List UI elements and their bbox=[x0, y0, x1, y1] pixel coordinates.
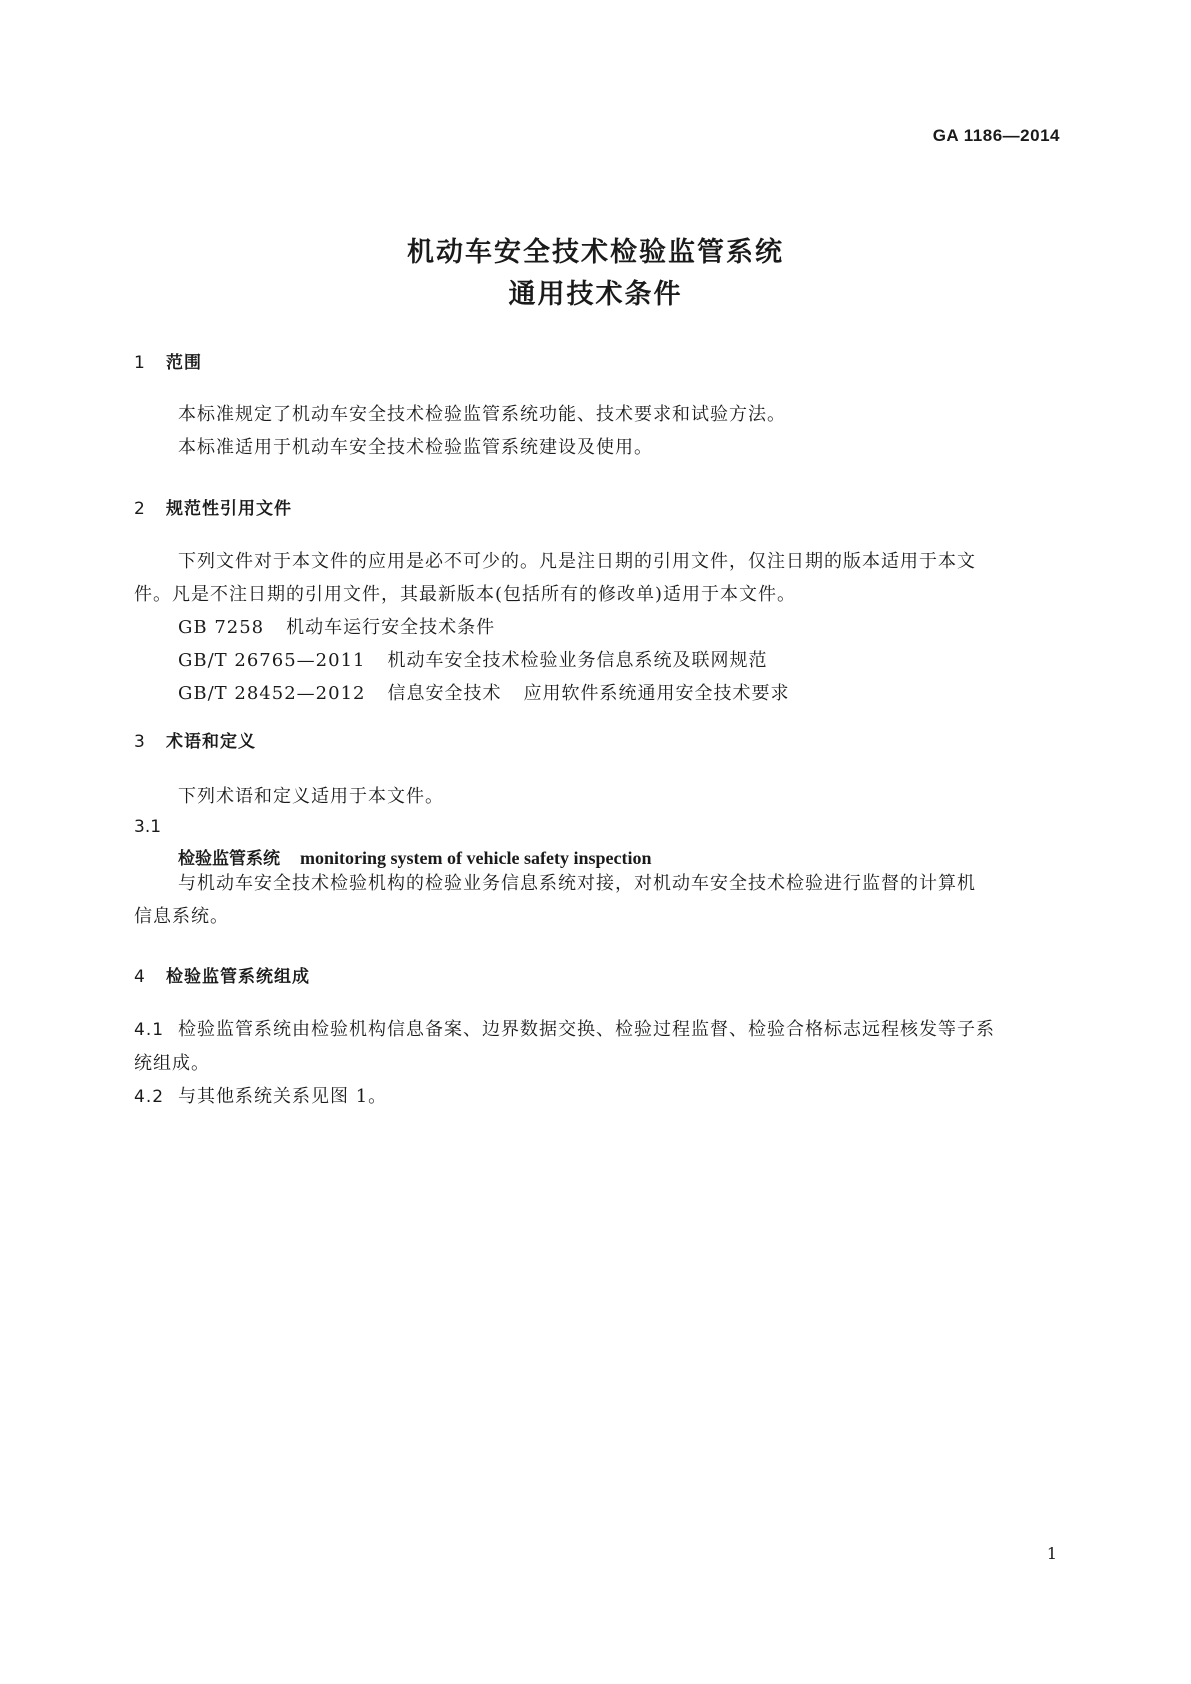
clause-number: 4.1 bbox=[134, 1020, 165, 1040]
standard-number: GA 1186—2014 bbox=[932, 126, 1060, 145]
reference-title: 信息安全技术 bbox=[387, 683, 502, 704]
clause-text: 检验监管系统由检验机构信息备案、边界数据交换、检验过程监督、检验合格标志远程核发等子系 bbox=[178, 1019, 995, 1040]
reference-title: 机动车安全技术检验业务信息系统及联网规范 bbox=[387, 650, 768, 671]
section-number: 3 bbox=[134, 732, 146, 752]
paragraph: 本标准适用于机动车安全技术检验监管系统建设及使用。 bbox=[178, 437, 653, 458]
page-number: 1 bbox=[1046, 1544, 1057, 1563]
section-1-heading bbox=[134, 348, 202, 373]
section-title: 规范性引用文件 bbox=[166, 499, 292, 519]
clause-number: 4.2 bbox=[134, 1087, 165, 1107]
clause-line bbox=[134, 1013, 1061, 1047]
paragraph: 本标准规定了机动车安全技术检验监管系统功能、技术要求和试验方法。 bbox=[178, 404, 786, 425]
term-english: monitoring system of vehicle safety inspection bbox=[300, 848, 652, 868]
reference-title: 应用软件系统通用安全技术要求 bbox=[523, 683, 790, 704]
clause-line bbox=[134, 1080, 1061, 1114]
paragraph-line: 下列文件对于本文件的应用是必不可少的。凡是注日期的引用文件，仅注日期的版本适用于本文 bbox=[178, 551, 976, 572]
term-definition bbox=[134, 867, 1061, 933]
term-title bbox=[178, 844, 651, 869]
reference-item bbox=[134, 644, 1061, 677]
section-3-heading bbox=[134, 727, 256, 752]
document-title-line2: 通用技术条件 bbox=[508, 279, 683, 310]
section-3-intro bbox=[134, 780, 1105, 813]
paragraph-line: 与机动车安全技术检验机构的检验业务信息系统对接，对机动车安全技术检验进行监督的计算机 bbox=[178, 873, 976, 894]
section-number: 4 bbox=[134, 967, 146, 987]
paragraph-line: 件。凡是不注日期的引用文件，其最新版本(包括所有的修改单)适用于本文件。 bbox=[134, 584, 797, 605]
term-number: 3.1 bbox=[134, 817, 162, 837]
reference-code: GB/T 26765—2011 bbox=[178, 650, 366, 671]
document-title-line1: 机动车安全技术检验监管系统 bbox=[407, 237, 784, 268]
paragraph-line: 信息系统。 bbox=[134, 906, 229, 927]
term-chinese: 检验监管系统 bbox=[178, 849, 280, 869]
section-number: 1 bbox=[134, 353, 146, 373]
reference-code: GB/T 28452—2012 bbox=[178, 683, 366, 704]
reference-item bbox=[134, 677, 1061, 710]
reference-item bbox=[134, 611, 1061, 644]
clause-text: 与其他系统关系见图 1。 bbox=[178, 1086, 388, 1107]
section-title: 检验监管系统组成 bbox=[166, 967, 310, 987]
section-4-heading bbox=[134, 962, 310, 987]
section-4-body bbox=[134, 1013, 1061, 1114]
section-number: 2 bbox=[134, 499, 146, 519]
reference-title: 机动车运行安全技术条件 bbox=[286, 617, 496, 638]
clause-line: 统组成。 bbox=[134, 1053, 210, 1074]
section-title: 范围 bbox=[166, 353, 202, 373]
section-1-body bbox=[134, 398, 1105, 464]
section-2-body bbox=[134, 545, 1061, 710]
section-2-heading bbox=[134, 494, 292, 519]
paragraph: 下列术语和定义适用于本文件。 bbox=[178, 786, 444, 807]
section-title: 术语和定义 bbox=[166, 732, 256, 752]
reference-code: GB 7258 bbox=[178, 617, 265, 638]
